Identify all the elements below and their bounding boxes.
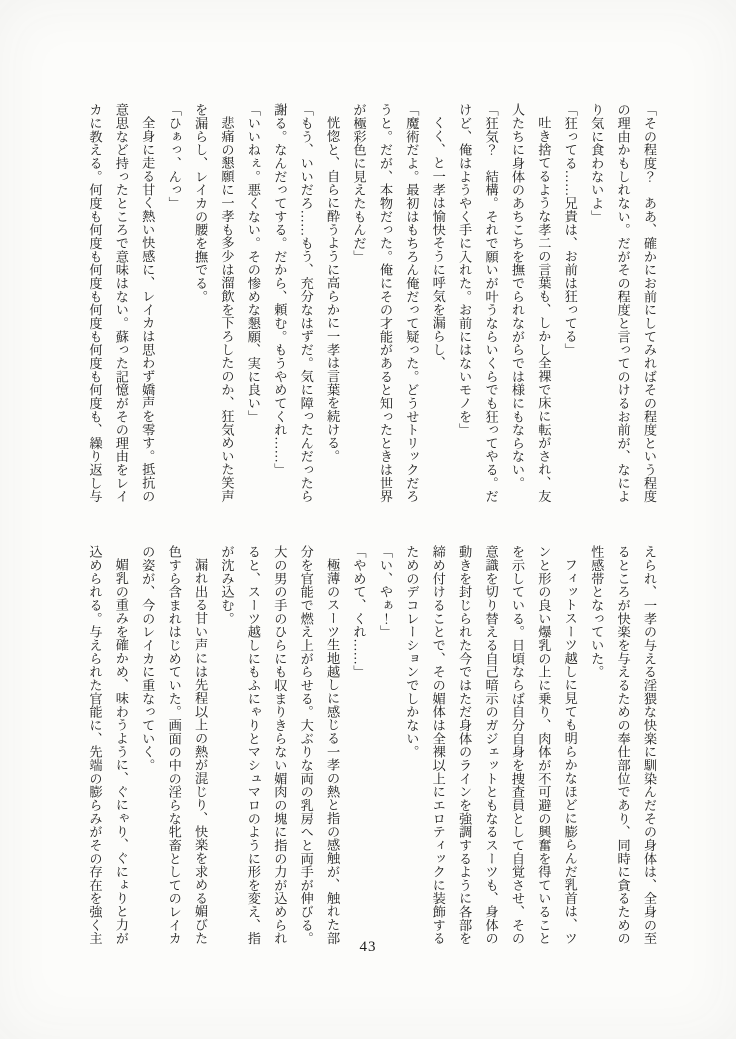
text-column: 「もう、いいだろ……もう、充分なはずだ。気に障ったんだったら — [298, 103, 314, 503]
text-column: けど、俺はようやく手に入れた。お前にはないモノを」 — [457, 103, 473, 437]
text-column: 意思など持ったところで意味はない。蘇った記憶がその理由をレイ — [113, 103, 129, 503]
top-text-block — [81, 103, 662, 503]
text-column: 「い、やぁ！」 — [377, 545, 393, 639]
text-column: 吐き捨てるような孝二の言葉も、しかし全裸で床に転がされ、友 — [536, 116, 552, 503]
text-column: 「魔術だよ。最初はもちろん俺だって疑った。どうせトリックだろ — [404, 103, 420, 503]
text-column: 極薄のスーツ生地越しに感じる一孝の熱と指の感触が、触れた部 — [325, 558, 341, 945]
text-column: 漏れ出る甘い声には先程以上の熱が混じり、快楽を求める媚びた — [193, 558, 209, 945]
text-column: ンと形の良い爆乳の上に乗り、肉体が不可避の興奮を得ていること — [536, 545, 552, 945]
text-column: カに教える。何度も何度も何度も何度も何度も何度も、繰り返し与 — [87, 103, 103, 503]
text-column: 「狂気？ 結構。それで願いが叶うならいくらでも狂ってやる。だ — [483, 103, 499, 503]
page-number: 43 — [359, 939, 377, 955]
text-column: を示している。日頃ならば自分自身を捜査員として自覚させ、その — [509, 545, 525, 945]
text-column: 意識を切り替える自己暗示のガジェットともなるスーツも、身体の — [483, 545, 499, 945]
text-column: 色すら含まれはじめていた。画面の中の淫らな牝畜としてのレイカ — [166, 545, 182, 945]
text-column: 媚乳の重みを確かめ、味わうように、ぐにゃり、ぐにょりと力が — [113, 558, 129, 945]
text-column: 「その程度？ ああ、確かにお前にしてみればその程度という程度 — [642, 103, 657, 503]
text-column: 悲痛の懇願に一孝も多少は溜飲を下ろしたのか、狂気めいた笑声 — [219, 116, 235, 503]
text-column: を漏らし、レイカの腰を撫でる。 — [193, 103, 209, 303]
text-column: 人たちに身体のあちこちを撫でられながらでは様にもならない。 — [509, 103, 525, 490]
text-column: 大の男の手のひらにも収まりきらない媚肉の塊に指の力が込められ — [272, 545, 288, 945]
text-column: の姿が、今のレイカに重なっていく。 — [140, 545, 156, 772]
text-column: 「やめて、くれ……」 — [351, 545, 367, 679]
text-column: 分を官能で燃え上がらせる。大ぶりな両の乳房へと両手が伸びる。 — [298, 545, 314, 945]
text-column: 動きを封じられた今ではただ身体のラインを強調するように各部を — [457, 545, 473, 945]
text-column: るところが快楽を与えるための奉仕部位であり、同時に貪るための — [615, 545, 631, 945]
text-column: くく、と一孝は愉快そうに呼気を漏らし、 — [430, 116, 446, 370]
text-column: が沈み込む。 — [219, 545, 235, 625]
text-column: 「狂ってる……兄貴は、お前は狂ってる」 — [562, 103, 578, 357]
text-column: 「ひぁっ、んっ」 — [166, 103, 182, 210]
text-column: 全身に走る甘く熱い快感に、レイカは思わず嬌声を零す。抵抗の — [140, 116, 156, 503]
text-column: 恍惚と、自らに酔うように高らかに一孝は言葉を続ける。 — [325, 116, 341, 463]
text-column: ためのデコレーションでしかない。 — [404, 545, 420, 759]
text-column: 性感帯となっていた。 — [589, 545, 605, 679]
text-column: が極彩色に見えたもんだ」 — [351, 103, 367, 263]
bottom-text-block — [81, 545, 662, 947]
text-column: フィットスーツ越しに見ても明らかなほどに膨らんだ乳首は、ツ — [562, 558, 578, 945]
text-column: 込められる。与えられた官能に、先端の膨らみがその存在を強く主 — [87, 545, 103, 945]
text-column: り気に食わないよ」 — [589, 103, 605, 223]
text-column: 謝る。なんだってする。だから、頼む。もうやめてくれ……」 — [272, 103, 288, 477]
text-column: うと。だが、本物だった。俺にその才能があると知ったときは世界 — [377, 103, 393, 503]
text-column: えられ、一孝の与える淫猥な快楽に馴染んだその身体は、全身の至 — [642, 545, 657, 945]
text-column: 「いいねぇ。悪くない。その惨めな懇願、実に良い」 — [245, 103, 261, 423]
text-column: の理由かもしれない。だがその程度と言ってのけるお前が、なによ — [615, 103, 631, 503]
text-column: 締め付けることで、その媚体は全裸以上にエロティックに装飾する — [430, 545, 446, 945]
text-column: ると、スーツ越しにもふにゃりとマシュマロのように形を変え、指 — [245, 545, 261, 945]
